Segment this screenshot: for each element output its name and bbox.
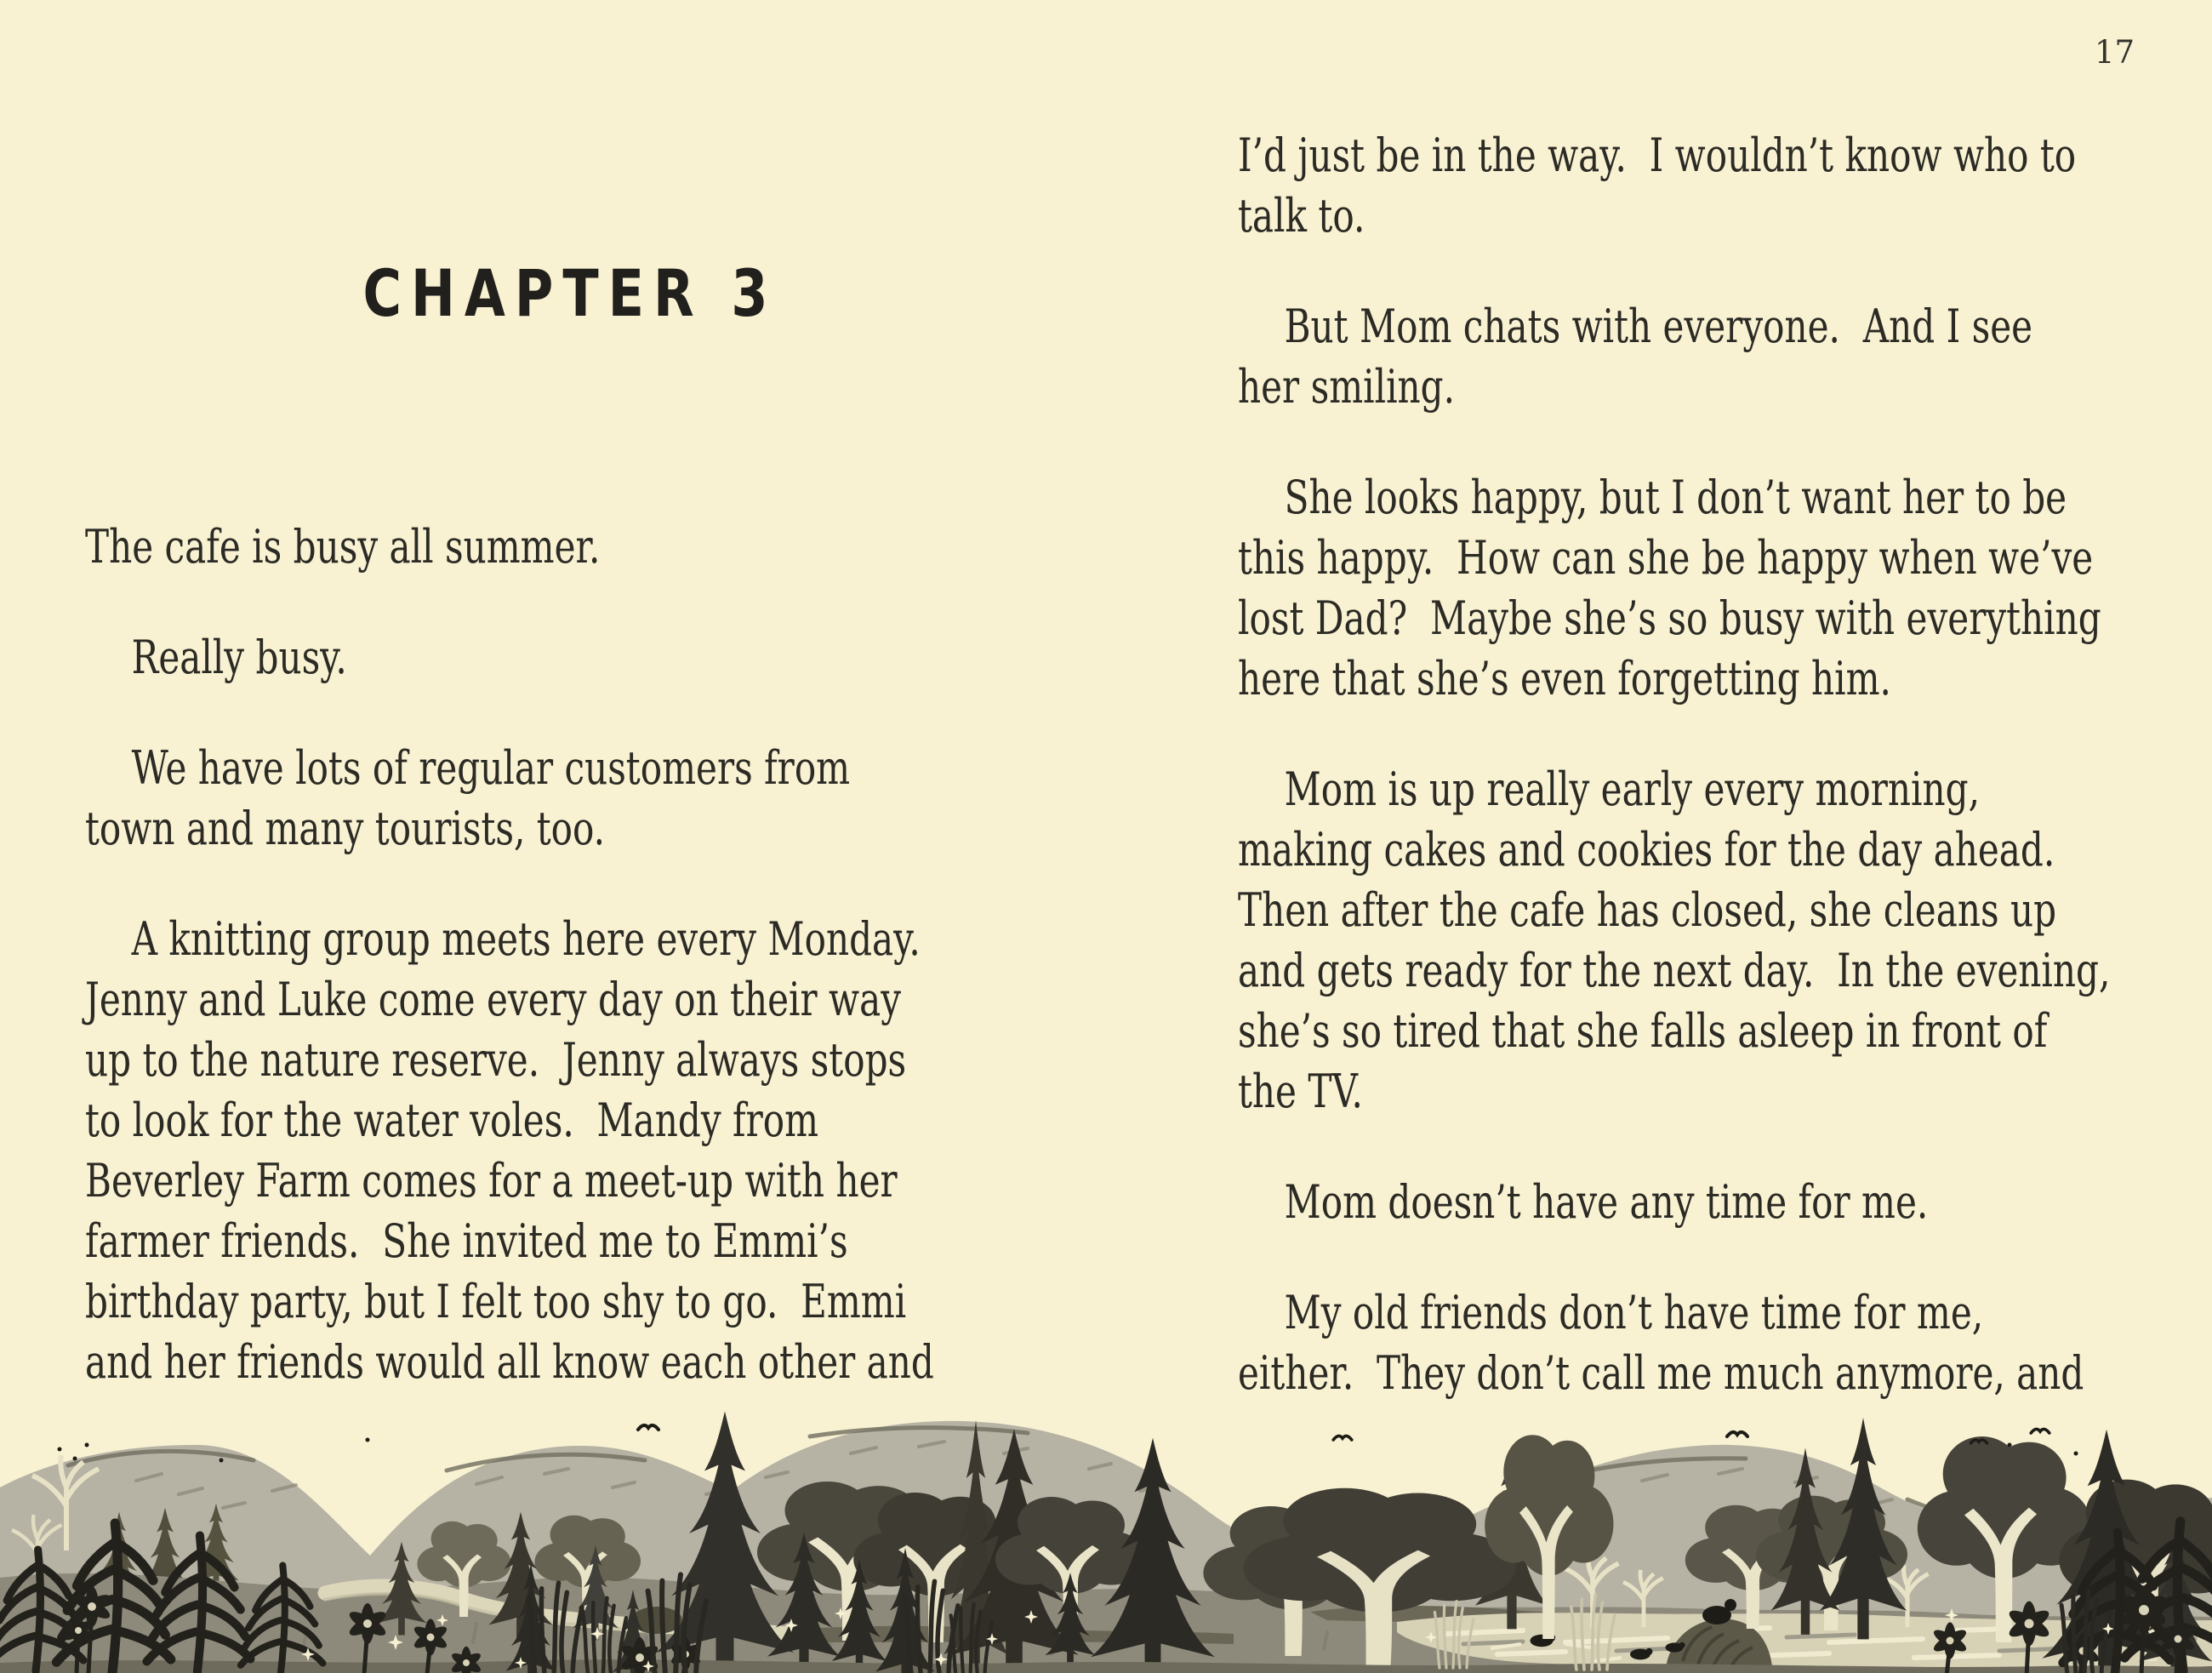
- text-line: Jenny and Luke come every day on their way: [85, 973, 902, 1026]
- text-line: her smiling.: [1238, 360, 1456, 414]
- text-line: and gets ready for the next day. In the evening,: [1238, 944, 2111, 997]
- paragraph: [1238, 1172, 2141, 1232]
- text-line: and her friends would all know each other and: [85, 1335, 934, 1389]
- page-number: 17: [2095, 34, 2135, 71]
- landscape-illustration: [0, 1409, 2212, 1673]
- text-line: The cafe is busy all summer.: [85, 520, 601, 574]
- text-line: But Mom chats with everyone. And I see: [1284, 300, 2033, 353]
- paragraph: [1238, 759, 2141, 1122]
- text-line: We have lots of regular customers from: [131, 741, 851, 795]
- bird-icon: [638, 1425, 658, 1430]
- text-line: farmer friends. She invited me to Emmi’s: [85, 1214, 848, 1268]
- chapter-heading: CHAPTER 3: [362, 255, 778, 332]
- bird-icon: [1333, 1436, 1352, 1440]
- text-line: birthday party, but I felt too shy to go. Emmi: [85, 1275, 907, 1328]
- bird-icon: [2031, 1429, 2050, 1433]
- paragraph: [85, 517, 1054, 577]
- text-line: Then after the cafe has closed, she cleans up: [1238, 883, 2057, 937]
- text-line: I’d just be in the way. I wouldn’t know who to: [1238, 128, 2077, 182]
- text-line: making cakes and cookies for the day ahead.: [1238, 823, 2055, 876]
- right-page-text: [1238, 125, 2141, 1403]
- text-line: here that she’s even forgetting him.: [1238, 652, 1891, 705]
- paragraph: [85, 909, 1054, 1392]
- text-line: this happy. How can she be happy when we’ve: [1238, 531, 2094, 585]
- text-line: My old friends don’t have time for me,: [1284, 1286, 1984, 1339]
- text-line: Beverley Farm comes for a meet-up with her: [85, 1154, 898, 1208]
- text-line: She looks happy, but I don’t want her to be: [1284, 471, 2067, 524]
- bird-icon: [1727, 1432, 1747, 1436]
- paragraph: [1238, 296, 2141, 417]
- text-line: talk to.: [1238, 189, 1365, 243]
- paragraph: [85, 627, 1054, 688]
- paragraph: [1238, 1282, 2141, 1403]
- text-line: either. They don’t call me much anymore, and: [1238, 1346, 2084, 1400]
- text-line: Mom doesn’t have any time for me.: [1284, 1175, 1929, 1229]
- text-line: up to the nature reserve. Jenny always stops: [85, 1033, 907, 1087]
- text-line: town and many tourists, too.: [85, 802, 606, 855]
- left-page-text: [85, 517, 1054, 1392]
- paragraph: [1238, 125, 2141, 246]
- text-line: the TV.: [1238, 1065, 1363, 1118]
- text-line: she’s so tired that she falls asleep in front of: [1238, 1004, 2048, 1058]
- text-line: Really busy.: [131, 631, 347, 684]
- paragraph: [85, 738, 1054, 859]
- text-line: Mom is up really early every morning,: [1284, 762, 1980, 816]
- text-line: to look for the water voles. Mandy from: [85, 1093, 819, 1147]
- paragraph: [1238, 467, 2141, 709]
- text-line: A knitting group meets here every Monday.: [131, 912, 921, 966]
- text-line: lost Dad? Maybe she’s so busy with everything: [1238, 591, 2101, 645]
